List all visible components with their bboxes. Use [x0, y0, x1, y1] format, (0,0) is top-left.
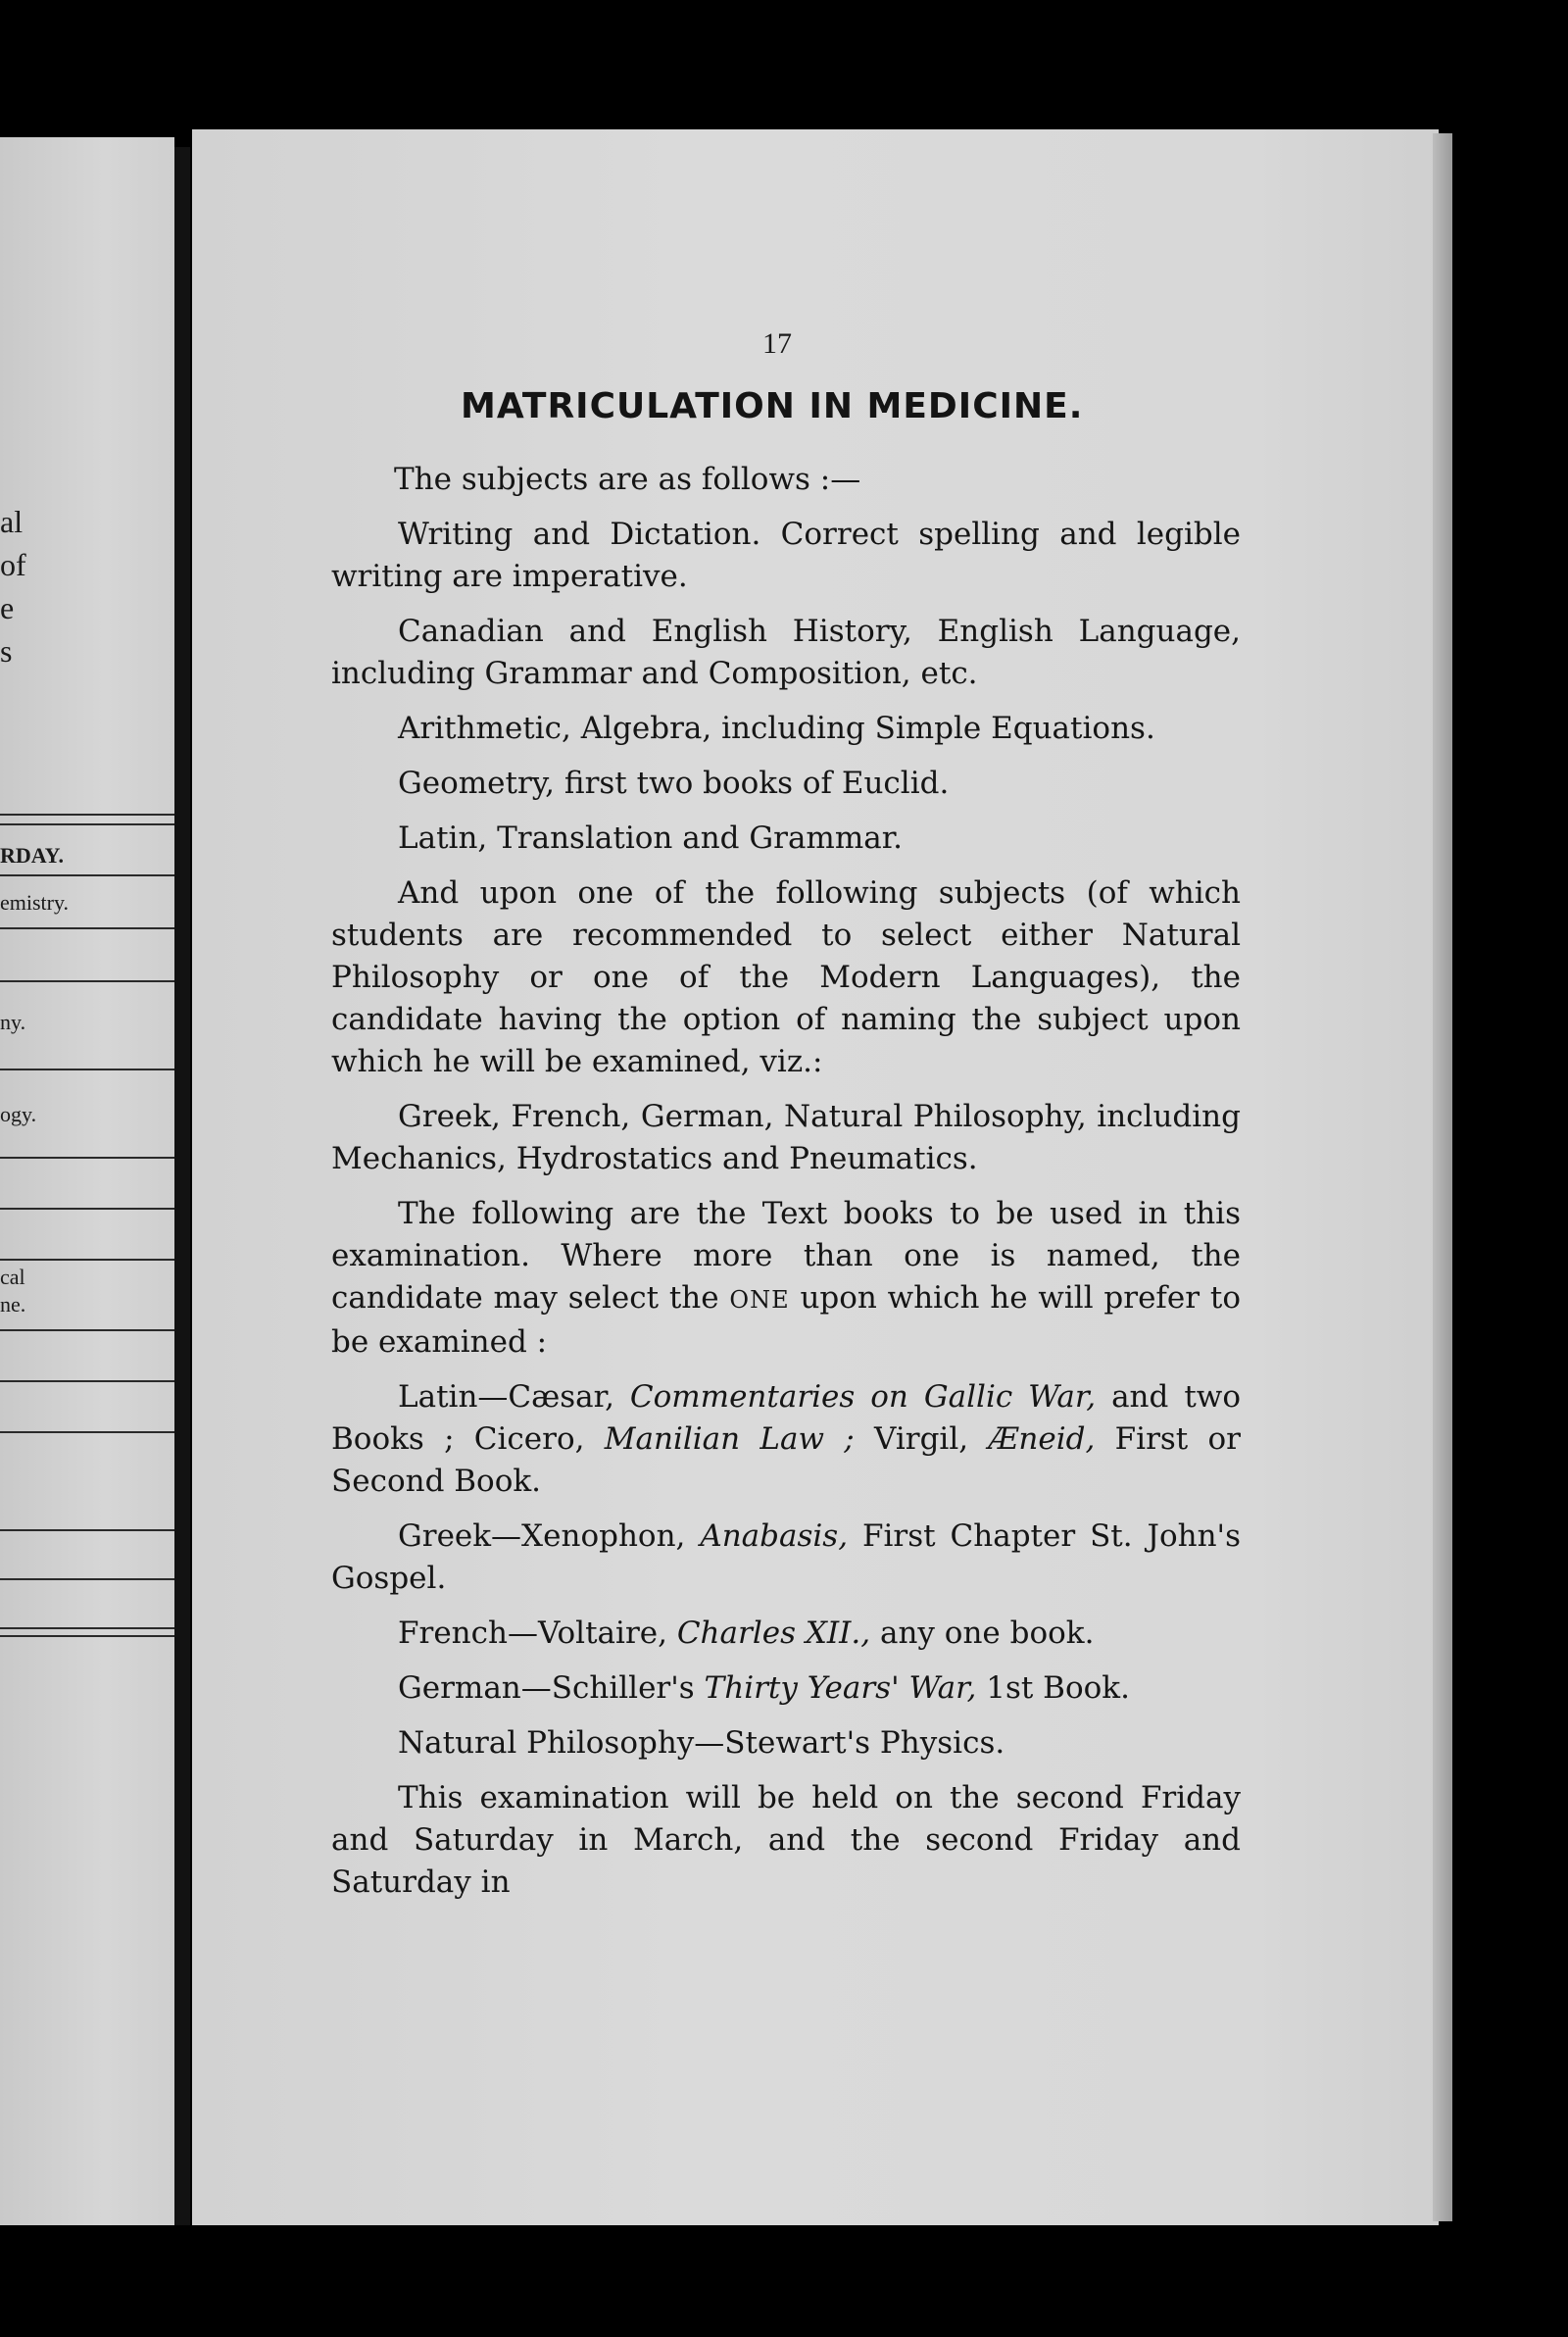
paragraph-latin	[331, 1376, 1241, 1503]
table-rule	[0, 874, 174, 876]
left-page-fragment: s	[0, 633, 13, 669]
table-rule	[0, 1380, 174, 1382]
table-rule	[0, 823, 174, 825]
book-title: Charles XII.,	[676, 1616, 871, 1651]
paragraph-optional-intro: And upon one of the following subjects (of which students are recommended to select either Natural Philosophy or one of the Modern Languages), the candidate having the option of naming the subject upon which he will be examined, viz.:	[331, 875, 1241, 1079]
table-rule	[0, 980, 174, 982]
paragraph-subject: Latin, Translation and Grammar.	[398, 820, 903, 856]
table-rule	[0, 1627, 174, 1629]
paragraph-french	[331, 1613, 1241, 1655]
table-rule	[0, 1635, 174, 1637]
paragraph-german	[331, 1667, 1241, 1710]
left-page-fragment: emistry.	[0, 890, 70, 915]
table-rule	[0, 1069, 174, 1070]
left-page-fragment: cal	[0, 1265, 25, 1289]
table-rule	[0, 1329, 174, 1331]
left-page-fragment: ny.	[0, 1010, 26, 1034]
table-rule	[0, 1157, 174, 1159]
text-run: Greek—Xenophon,	[398, 1518, 686, 1554]
text-run: French—Voltaire,	[398, 1616, 667, 1651]
left-page-fragment: ogy.	[0, 1102, 37, 1126]
text-run: upon which he will prefer to be examined :	[331, 1280, 1241, 1360]
text-run: Latin—Cæsar,	[398, 1379, 614, 1415]
book-gutter	[174, 147, 190, 2225]
paragraph-textbooks-intro	[331, 1193, 1241, 1364]
body-text	[331, 459, 1241, 1916]
text-run: German—Schiller's	[398, 1670, 695, 1706]
paragraph-subject: Canadian and English History, English Language, including Grammar and Composition, etc.	[331, 614, 1241, 691]
book-title: Manilian Law ;	[604, 1421, 855, 1457]
left-facing-page	[0, 137, 174, 2225]
page-edge	[1433, 133, 1452, 2221]
book-title: Commentaries on Gallic War,	[629, 1379, 1097, 1415]
table-rule	[0, 1208, 174, 1210]
left-page-fragment: e	[0, 590, 15, 625]
left-page-fragment: ne.	[0, 1292, 26, 1317]
paragraph-subject: Writing and Dictation. Correct spelling and legible writing are imperative.	[331, 517, 1241, 594]
text-run: Virgil,	[874, 1421, 969, 1457]
text-run: The following are the Text books to be used in this examination. Where more than one is named, the candidate may select the	[331, 1196, 1241, 1316]
paragraph-natural-philosophy: Natural Philosophy—Stewart's Physics.	[398, 1725, 1005, 1761]
paragraph-subject: Arithmetic, Algebra, including Simple Equations.	[398, 711, 1155, 746]
table-rule	[0, 1259, 174, 1261]
book-title: Thirty Years' War,	[704, 1670, 977, 1706]
left-page-fragment: of	[0, 547, 26, 582]
left-page-fragment: RDAY.	[0, 843, 65, 868]
text-run: First or Second Book.	[331, 1421, 1242, 1499]
book-title: Æneid,	[988, 1421, 1096, 1457]
emphasis-small-caps: ONE	[729, 1286, 790, 1314]
paragraph-greek	[331, 1516, 1241, 1600]
paragraph-intro: The subjects are as follows :—	[394, 462, 861, 497]
table-rule	[0, 1578, 174, 1580]
text-run: any one book.	[879, 1616, 1095, 1651]
book-title: Anabasis,	[700, 1518, 849, 1554]
page-title: MATRICULATION IN MEDICINE.	[461, 386, 1084, 426]
paragraph-closing: This examination will be held on the second Friday and Saturday in March, and the second Friday and Saturday in	[331, 1780, 1241, 1900]
table-rule	[0, 927, 174, 929]
text-run: First Chapter St. John's Gospel.	[331, 1518, 1241, 1596]
table-rule	[0, 1529, 174, 1531]
left-page-fragment: al	[0, 504, 24, 539]
paragraph-optional-subjects: Greek, French, German, Natural Philosophy, including Mechanics, Hydrostatics and Pneumatics.	[331, 1099, 1241, 1176]
paragraph-subject: Geometry, first two books of Euclid.	[398, 766, 950, 801]
page-number: 17	[762, 327, 792, 360]
table-rule	[0, 814, 174, 816]
text-run: 1st Book.	[986, 1670, 1130, 1706]
text-run: and two Books ; Cicero,	[331, 1379, 1241, 1457]
table-rule	[0, 1431, 174, 1433]
